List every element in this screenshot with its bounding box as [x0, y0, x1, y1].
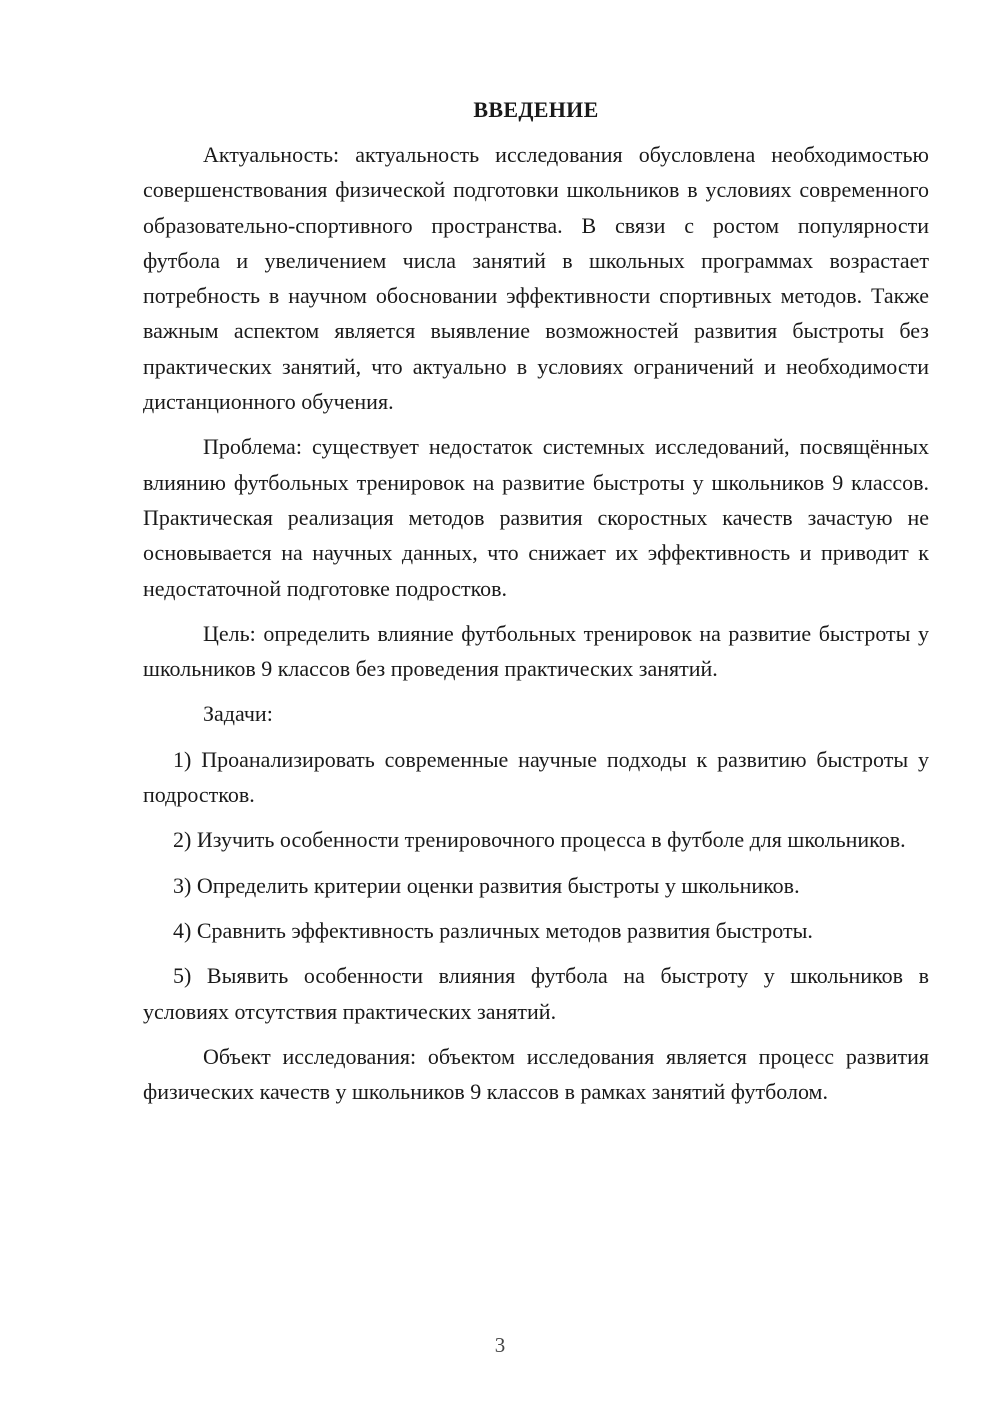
object-paragraph: Объект исследования: объектом исследования является процесс развития физических качеств у школьников 9 классов в рамках занятий футболом. [143, 1043, 929, 1105]
task-item-1: 1) Проанализировать современные научные подходы к развитию быстроты у подростков. [143, 746, 929, 808]
page-content [143, 92, 929, 1109]
section-heading: ВВЕДЕНИЕ [473, 97, 599, 122]
task-item-4: 4) Сравнить эффективность различных методов развития быстроты. [173, 917, 813, 943]
goal-paragraph: Цель: определить влияние футбольных тренировок на развитие быстроты у школьников 9 классов без проведения практических занятий. [143, 620, 929, 682]
tasks-label: Задачи: [203, 701, 273, 727]
task-item-3: 3) Определить критерии оценки развития быстроты у школьников. [173, 872, 800, 898]
relevance-paragraph: Актуальность: актуальность исследования обусловлена необходимостью совершенствования физической подготовки школьников в условиях современного образовательно-спортивного пространства. В связи с ростом популярности футбола и увеличением числа занятий в школьных программах возрастает потребность в научном обосновании эффективности спортивных методов. Также важным аспектом является выявление возможностей развития быстроты без практических занятий, что актуально в условиях ограничений и необходимости дистанционного обучения. [143, 142, 929, 415]
task-item-2: 2) Изучить особенности тренировочного процесса в футболе для школьников. [173, 827, 906, 853]
task-item-5: 5) Выявить особенности влияния футбола на быстроту у школьников в условиях отсутствия практических занятий. [143, 963, 929, 1024]
problem-paragraph: Проблема: существует недостаток системных исследований, посвящённых влиянию футбольных тренировок на развитие быстроты у школьников 9 классов. Практическая реализация методов развития скоростных качеств зачастую не основывается на научных данных, что снижает их эффективность и приводит к недостаточной подготовке подростков. [143, 434, 929, 601]
page-number: 3 [494, 1333, 506, 1357]
